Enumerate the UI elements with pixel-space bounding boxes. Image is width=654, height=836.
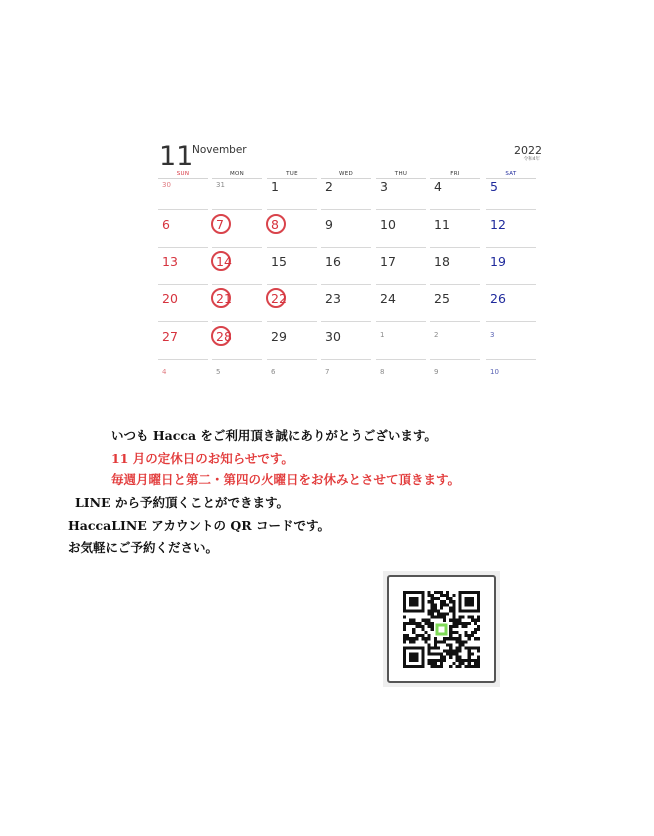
calendar-day-number: 6	[162, 217, 170, 232]
row-divider	[267, 359, 317, 360]
row-divider	[376, 247, 426, 248]
calendar-day-number: 29	[271, 329, 287, 344]
calendar-day-number: 9	[325, 217, 333, 232]
calendar-day	[158, 252, 212, 289]
calendar-day	[486, 327, 540, 364]
calendar-day-number: 17	[380, 254, 396, 269]
calendar-day-number: 11	[434, 217, 450, 232]
notice-qr-caption: HaccaLINE アカウントの QR コードです。	[68, 518, 331, 533]
calendar-day	[212, 177, 266, 214]
qr-code-icon	[403, 591, 480, 668]
calendar-day	[376, 364, 430, 401]
calendar-day	[486, 252, 540, 289]
calendar-day-number: 30	[325, 329, 341, 344]
calendar-day-number: 3	[380, 179, 388, 194]
row-divider	[212, 284, 262, 285]
qr-code-frame	[387, 575, 496, 683]
calendar-day-number: 30	[162, 181, 171, 189]
row-divider	[430, 321, 480, 322]
row-divider	[158, 359, 208, 360]
calendar-day-number: 9	[434, 368, 439, 376]
calendar-day-number: 4	[434, 179, 442, 194]
calendar-day-number: 16	[325, 254, 341, 269]
calendar-day-number: 10	[490, 368, 499, 376]
calendar-day	[267, 252, 321, 289]
calendar-day	[158, 327, 212, 364]
row-divider	[158, 321, 208, 322]
calendar-day	[267, 327, 321, 364]
calendar-day	[430, 289, 484, 326]
calendar-day	[321, 364, 375, 401]
calendar-day-number: 7	[325, 368, 330, 376]
calendar-day-number: 8	[271, 217, 279, 232]
calendar-day-number: 13	[162, 254, 178, 269]
calendar-day	[430, 327, 484, 364]
calendar-day-number: 10	[380, 217, 396, 232]
calendar-day	[486, 177, 540, 214]
weekday-wed: WED	[338, 171, 354, 177]
row-divider	[430, 247, 480, 248]
calendar-day-number: 22	[271, 291, 287, 306]
calendar-day	[321, 252, 375, 289]
row-divider	[212, 209, 262, 210]
notice-holiday-detail: 毎週月曜日と第二・第四の火曜日をお休みとさせて頂きます。	[111, 472, 461, 487]
calendar-day-number: 14	[216, 254, 232, 269]
weekday-tue: TUE	[286, 171, 298, 177]
calendar-day	[376, 289, 430, 326]
calendar-day-number: 27	[162, 329, 178, 344]
calendar-day-number: 4	[162, 368, 167, 376]
row-divider	[376, 284, 426, 285]
calendar-day	[376, 252, 430, 289]
row-divider	[486, 247, 536, 248]
row-divider	[376, 321, 426, 322]
calendar-day-number: 3	[490, 331, 495, 339]
calendar-day	[158, 364, 212, 401]
calendar-day-number: 7	[216, 217, 224, 232]
calendar-era: 令和4年	[523, 157, 540, 162]
row-divider	[158, 209, 208, 210]
calendar-day-number: 23	[325, 291, 341, 306]
calendar-month-name: November	[192, 144, 247, 156]
row-divider	[486, 284, 536, 285]
row-divider	[212, 247, 262, 248]
weekday-mon: MON	[229, 171, 245, 177]
calendar-month-number: 11	[159, 141, 194, 172]
row-divider	[267, 247, 317, 248]
calendar-day-number: 2	[325, 179, 333, 194]
calendar-day	[430, 364, 484, 401]
calendar-day-closed	[267, 215, 321, 252]
row-divider	[321, 359, 371, 360]
calendar-day-number: 5	[490, 179, 498, 194]
calendar-year: 2022	[514, 144, 542, 157]
calendar-day-closed	[267, 289, 321, 326]
calendar-day-number: 15	[271, 254, 287, 269]
calendar-day-number: 20	[162, 291, 178, 306]
calendar-day-number: 25	[434, 291, 450, 306]
row-divider	[158, 247, 208, 248]
row-divider	[486, 321, 536, 322]
row-divider	[321, 321, 371, 322]
calendar-day	[430, 177, 484, 214]
calendar-day	[321, 289, 375, 326]
calendar-day-number: 24	[380, 291, 396, 306]
calendar-day	[430, 252, 484, 289]
row-divider	[321, 209, 371, 210]
row-divider	[267, 321, 317, 322]
calendar-day	[486, 364, 540, 401]
calendar-day-number: 19	[490, 254, 506, 269]
calendar-day	[376, 215, 430, 252]
calendar-day-closed	[212, 252, 266, 289]
calendar-day	[321, 215, 375, 252]
calendar-day	[158, 289, 212, 326]
calendar-day-number: 26	[490, 291, 506, 306]
qr-code-card	[383, 571, 500, 687]
calendar-day-number: 31	[216, 181, 225, 189]
calendar-day-number: 12	[490, 217, 506, 232]
calendar-day-number: 8	[380, 368, 385, 376]
notice-holiday-title: 11 月の定休日のお知らせです。	[111, 451, 294, 466]
calendar-day	[158, 215, 212, 252]
row-divider	[212, 359, 262, 360]
calendar-day	[321, 327, 375, 364]
row-divider	[321, 247, 371, 248]
row-divider	[376, 359, 426, 360]
calendar-day	[376, 177, 430, 214]
calendar-day	[212, 364, 266, 401]
row-divider	[158, 284, 208, 285]
calendar-day-number: 5	[216, 368, 221, 376]
row-divider	[267, 284, 317, 285]
row-divider	[212, 321, 262, 322]
calendar-day	[158, 177, 212, 214]
calendar-day-closed	[212, 327, 266, 364]
calendar-day	[430, 215, 484, 252]
calendar	[158, 140, 542, 380]
row-divider	[430, 359, 480, 360]
calendar-day-closed	[212, 289, 266, 326]
calendar-day-number: 1	[380, 331, 385, 339]
row-divider	[376, 209, 426, 210]
weekday-thu: THU	[394, 171, 408, 177]
calendar-day-number: 21	[216, 291, 232, 306]
notice-line-booking: LINE から予約頂くことができます。	[75, 495, 289, 510]
calendar-day-closed	[212, 215, 266, 252]
notice-greeting: いつも Hacca をご利用頂き誠にありがとうございます。	[111, 428, 437, 443]
weekday-sat: SAT	[505, 171, 517, 177]
row-divider	[267, 209, 317, 210]
calendar-day-number: 18	[434, 254, 450, 269]
calendar-day-number: 6	[271, 368, 276, 376]
row-divider	[321, 284, 371, 285]
row-divider	[486, 209, 536, 210]
calendar-day	[267, 177, 321, 214]
calendar-day-number: 28	[216, 329, 232, 344]
calendar-day	[267, 364, 321, 401]
calendar-day	[486, 289, 540, 326]
row-divider	[430, 284, 480, 285]
weekday-fri: FRI	[450, 171, 460, 177]
calendar-day	[486, 215, 540, 252]
weekday-sun: SUN	[176, 171, 190, 177]
calendar-day-number: 1	[271, 179, 279, 194]
calendar-day-number: 2	[434, 331, 439, 339]
calendar-day	[376, 327, 430, 364]
row-divider	[486, 359, 536, 360]
calendar-day	[321, 177, 375, 214]
row-divider	[430, 209, 480, 210]
notice-invite: お気軽にご予約ください。	[68, 540, 219, 555]
